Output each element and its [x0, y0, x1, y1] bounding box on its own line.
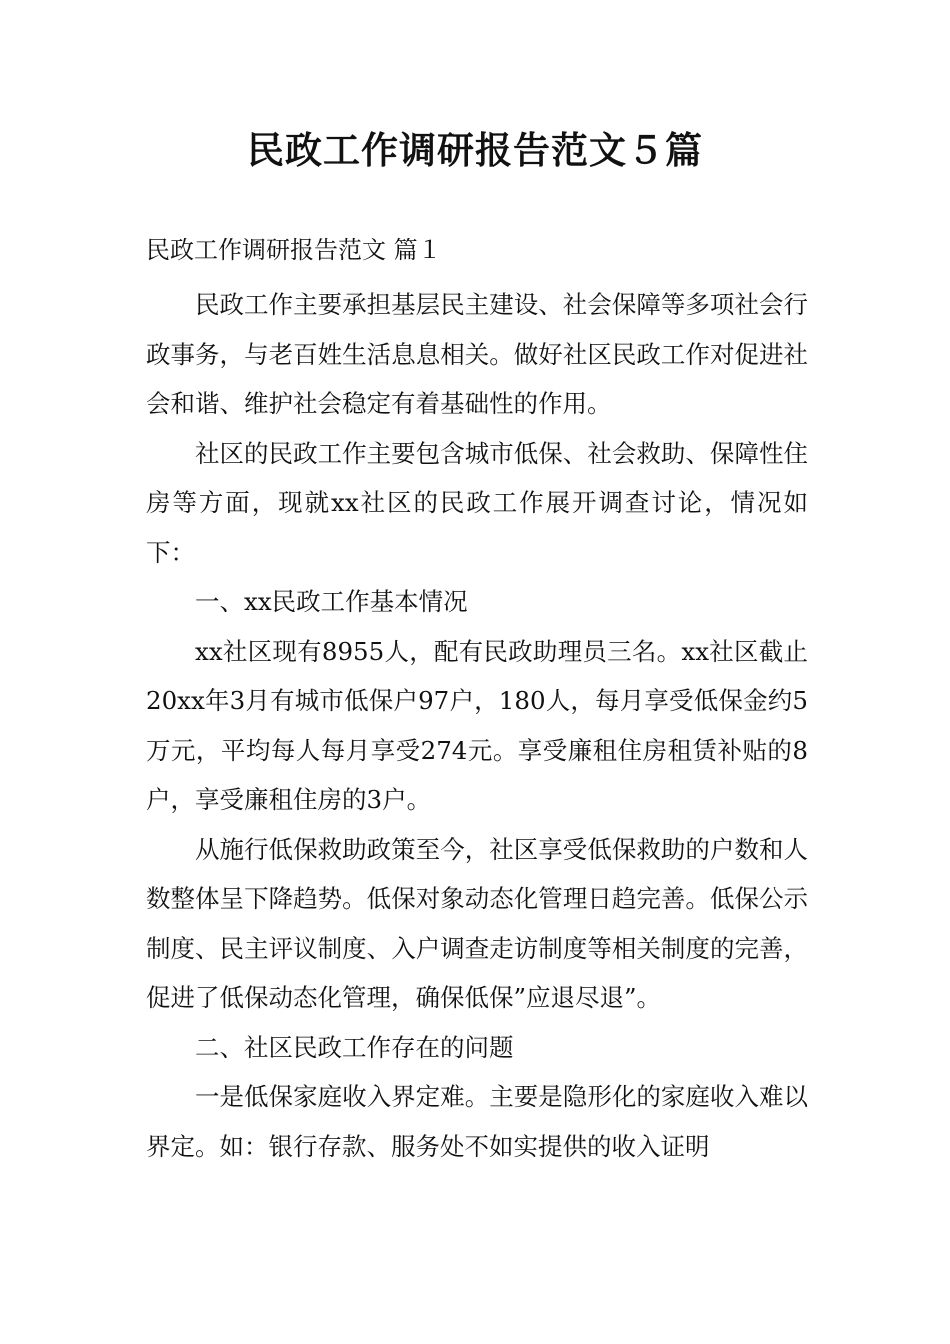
- paragraph-problem-one: 一是低保家庭收入界定难。主要是隐形化的家庭收入难以界定。如：银行存款、服务处不如实提供的收入证明: [146, 1082, 808, 1161]
- subheading-problems: 二、社区民政工作存在的问题: [195, 1032, 514, 1062]
- subheading-basic-situation: 一、xx民政工作基本情况: [195, 587, 468, 616]
- paragraph-trend: 从施行低保救助政策至今，社区享受低保救助的户数和人数整体呈下降趋势。低保对象动态化管理日趋完善。低保公示制度、民主评议制度、入户调查走访制度等相关制度的完善，促进了低保动态化管理，确保低保”应退尽退”。: [146, 834, 808, 1012]
- paragraph-statistics: xx社区现有8955人，配有民政助理员三名。xx社区截止20xx年3月有城市低保户97户，180人，每月享受低保金约5万元，平均每人每月享受274元。享受廉租住房租赁补贴的8户，享受廉租住房的3户。: [146, 636, 808, 814]
- paragraph-intro: 民政工作主要承担基层民主建设、社会保障等多项社会行政事务，与老百姓生活息息相关。做好社区民政工作对促进社会和谐、维护社会稳定有着基础性的作用。: [146, 290, 808, 418]
- paragraph-scope: 社区的民政工作主要包含城市低保、社会救助、保障性住房等方面，现就xx社区的民政工作展开调查讨论，情况如下：: [146, 438, 808, 567]
- section-heading: 民政工作调研报告范文 篇１: [146, 236, 442, 264]
- document-title: 民政工作调研报告范文５篇: [247, 129, 703, 172]
- document-body: [146, 280, 808, 1171]
